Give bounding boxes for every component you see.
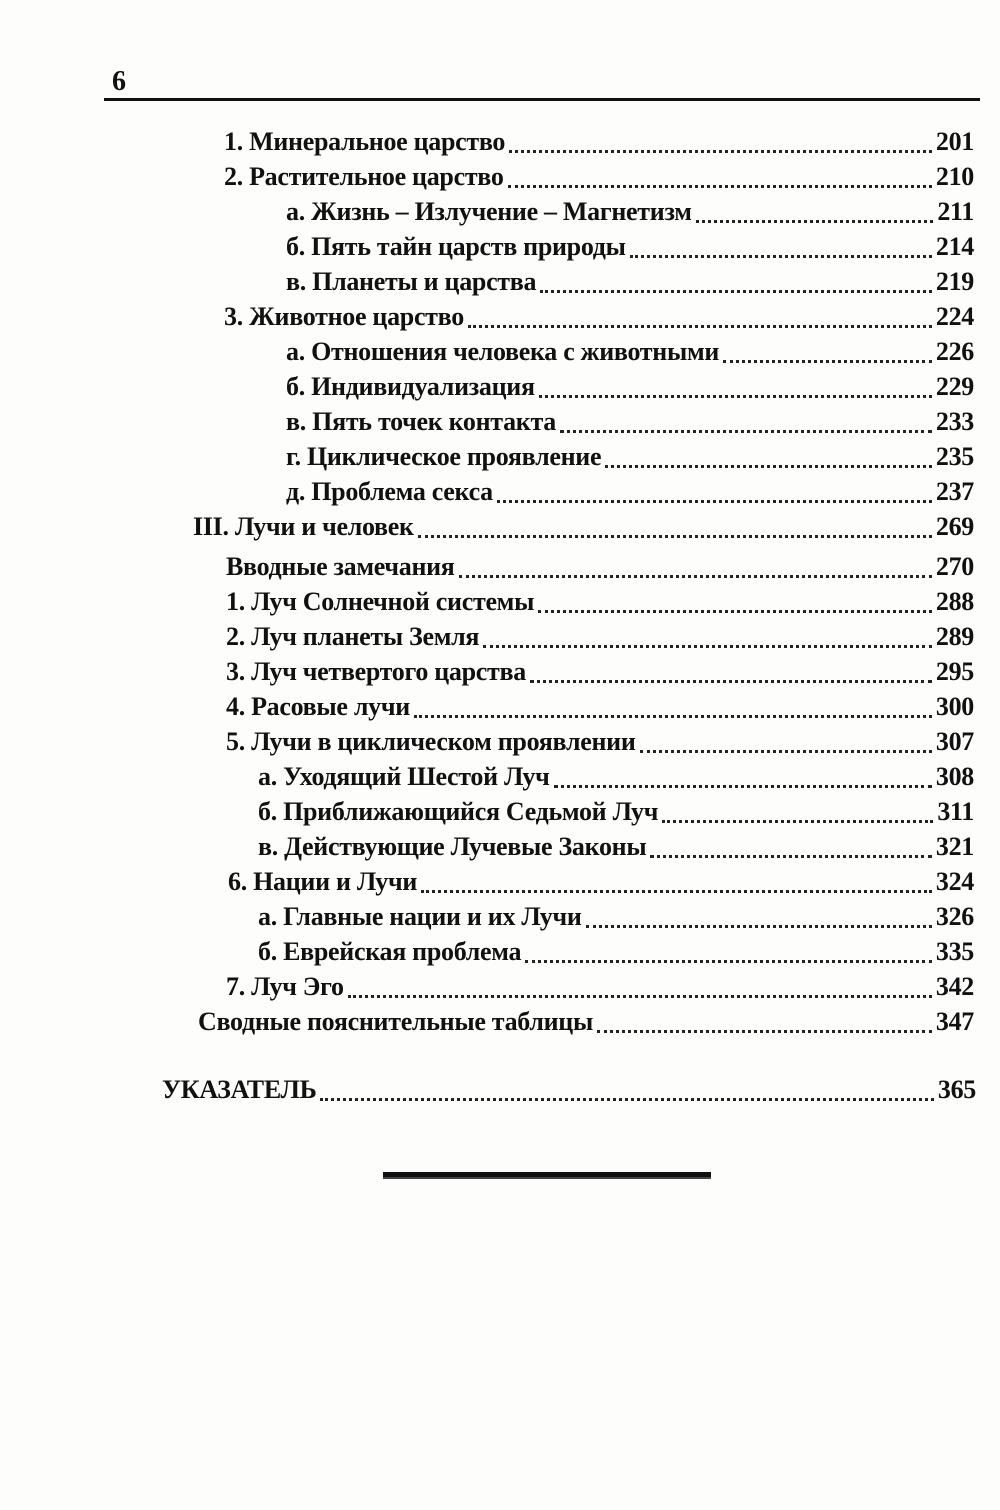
dot-leader [348,995,932,998]
toc-entry-label: 2. Растительное царство [224,162,504,191]
toc-entry [258,902,974,936]
toc-entry-page: 210 [935,162,974,191]
dot-leader [509,150,932,153]
toc-entry-page: 201 [935,127,974,156]
toc-entry [226,622,974,656]
dot-leader [586,925,932,928]
toc-entry [228,867,974,901]
toc-entry-label: а. Жизнь – Излучение – Магнетизм [286,197,692,226]
toc-entry-label: б. Еврейская проблема [258,937,522,966]
toc-entry [226,692,974,726]
dot-leader [723,360,932,363]
toc-entry [286,197,974,231]
toc-entry-page: 365 [937,1075,976,1104]
toc-entry-page: 335 [935,937,974,966]
end-rule [383,1172,711,1179]
toc-entry-label: III. Лучи и человек [193,512,414,541]
toc-entry-page: 326 [935,902,974,931]
toc-entry-page: 224 [935,302,974,331]
toc-entry [226,587,974,621]
toc-entry-label: 5. Лучи в циклическом проявлении [226,727,636,756]
toc-entry [226,552,974,586]
toc-entry-label: 1. Луч Солнечной системы [226,587,535,616]
toc-entry-page: 307 [935,727,974,756]
toc-entry-label: в. Планеты и царства [286,267,537,296]
dot-leader [605,465,932,468]
dot-leader [320,1098,933,1101]
dot-leader [597,1030,932,1033]
dot-leader [483,645,932,648]
dot-leader [414,715,932,718]
toc-entry-page: 308 [935,762,974,791]
toc-entry-label: УКАЗАТЕЛЬ [162,1075,317,1104]
toc-entry-page: 233 [935,407,974,436]
toc-entry-page: 289 [935,622,974,651]
toc-entry [286,267,974,301]
toc-entry [224,162,974,196]
toc-entry [258,762,974,796]
dot-leader [539,395,932,398]
toc-entry-page: 288 [935,587,974,616]
dot-leader [696,220,934,223]
toc-entry-label: б. Пять тайн царств природы [286,232,626,261]
toc-entry-label: 7. Луч Эго [226,972,344,1001]
toc-entry-page: 237 [935,477,974,506]
toc-entry [286,232,974,266]
toc-entry-page: 270 [935,552,974,581]
dot-leader [459,575,932,578]
dot-leader [540,290,932,293]
toc-entry [198,1007,974,1041]
toc-entry-page: 347 [935,1007,974,1036]
dot-leader [662,820,933,823]
toc-entry-page: 269 [935,512,974,541]
toc-entry [286,442,974,476]
toc-entry-label: 3. Животное царство [224,302,464,331]
toc-entry-page: 324 [935,867,974,896]
toc-entry-label: Вводные замечания [226,552,455,581]
toc-entry-label: а. Уходящий Шестой Луч [258,762,550,791]
toc-entry-label: в. Действующие Лучевые Законы [258,832,647,861]
toc-entry [286,477,974,511]
toc-entry-page: 300 [935,692,974,721]
toc-entry-label: б. Индивидуализация [286,372,535,401]
toc-entry-label: г. Циклическое проявление [286,442,602,471]
toc-entry-label: Сводные пояснительные таблицы [198,1007,593,1036]
toc-entry-page: 311 [937,797,974,826]
toc-entry [224,302,974,336]
toc-entry [286,337,974,371]
toc-entry-page: 321 [935,832,974,861]
toc-entry [258,797,974,831]
dot-leader [497,500,932,503]
toc-entry-index [162,1075,976,1109]
toc-entry [258,937,974,971]
dot-leader [554,785,932,788]
toc-entry-label: 3. Луч четвертого царства [226,657,526,686]
toc-entry-page: 211 [937,197,974,226]
toc-entry-label: в. Пять точек контакта [286,407,556,436]
toc-entry-label: б. Приближающийся Седьмой Луч [258,797,659,826]
toc-entry-page: 214 [935,232,974,261]
toc-entry-page: 226 [935,337,974,366]
toc-entry-page: 235 [935,442,974,471]
dot-leader [468,325,932,328]
toc-entry-label: 6. Нации и Лучи [228,867,418,896]
toc-entry [193,512,974,546]
toc-entry-page: 219 [935,267,974,296]
toc-entry-label: а. Главные нации и их Лучи [258,902,582,931]
toc-entry-label: 1. Минеральное царство [224,127,506,156]
toc-entry-page: 229 [935,372,974,401]
toc-entry-label: а. Отношения человека с животными [286,337,720,366]
dot-leader [560,430,932,433]
toc-entry [224,127,974,161]
toc-entry [286,407,974,441]
dot-leader [640,750,932,753]
toc-entry [286,372,974,406]
toc-entry [226,657,974,691]
dot-leader [650,855,932,858]
page-number: 6 [112,66,126,97]
toc-entry-label: 2. Луч планеты Земля [226,622,480,651]
dot-leader [508,185,932,188]
toc-entry [226,727,974,761]
dot-leader [421,890,932,893]
toc-entry [258,832,974,866]
dot-leader [418,535,932,538]
dot-leader [538,610,932,613]
dot-leader [525,960,932,963]
dot-leader [630,255,932,258]
header-rule [104,98,980,101]
toc-entry-label: д. Проблема секса [286,477,493,506]
dot-leader [530,680,932,683]
toc-entry-label: 4. Расовые лучи [226,692,410,721]
toc-entry [226,972,974,1006]
toc-entry-page: 342 [935,972,974,1001]
toc-entry-page: 295 [935,657,974,686]
